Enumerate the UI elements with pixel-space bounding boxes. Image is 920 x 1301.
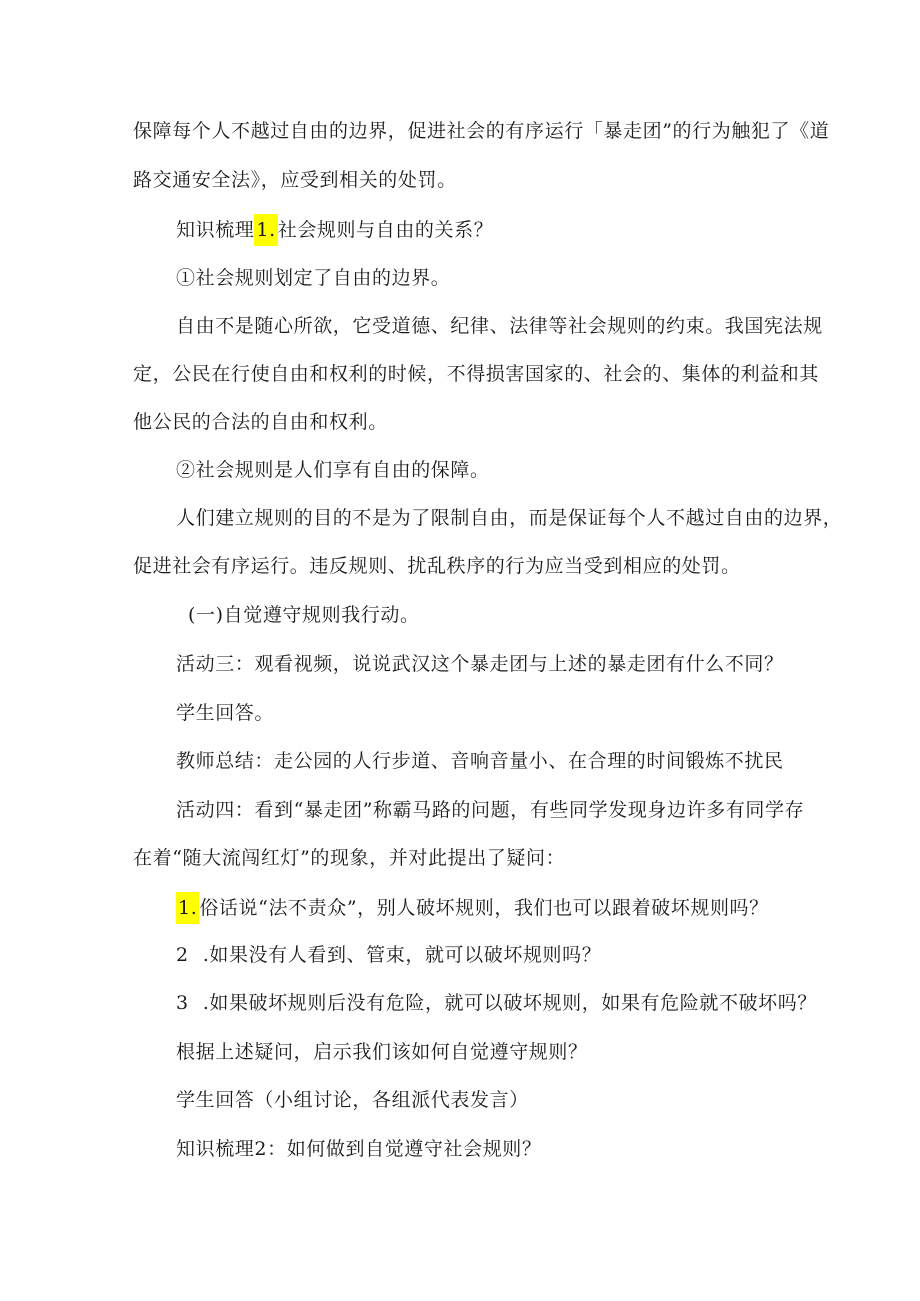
point-item-2: ②社会规则是人们享有自由的保障。 <box>176 459 490 481</box>
question-3 <box>176 989 817 1017</box>
point-item-1: ①社会规则划定了自由的边界。 <box>176 267 451 289</box>
knowledge-heading-1 <box>176 214 493 246</box>
activity-three: 活动三：观看视频，说说武汉这个暴走团与上述的暴走团有什么不同？ <box>176 653 784 675</box>
question-number: 3 <box>176 992 189 1014</box>
paragraph-line: 人们建立规则的目的不是为了限制自由，而是保证每个人不越过自由的边界， <box>176 507 843 529</box>
paragraph-line: 路交通安全法》，应受到相关的处罚。 <box>133 169 457 191</box>
question-2 <box>176 941 601 969</box>
question-1 <box>176 892 769 924</box>
knowledge-heading-text: 社会规则与自由的关系？ <box>277 219 494 241</box>
highlighted-number: 1. <box>254 214 277 246</box>
student-answer: 学生回答。 <box>176 702 275 724</box>
prompt-question: 根据上述疑问，启示我们该如何自觉遵守规则？ <box>176 1041 588 1063</box>
teacher-summary: 教师总结：走公园的人行步道、音响音量小、在合理的时间锻炼不扰民 <box>176 750 784 772</box>
question-number: 2 <box>176 944 189 966</box>
paragraph-line: 他公民的合法的自由和权利。 <box>133 411 388 433</box>
activity-four: 活动四：看到“暴走团”称霸马路的问题，有些同学发现身边许多有同学存 <box>176 799 805 821</box>
student-answer-group: 学生回答（小组讨论，各组派代表发言） <box>176 1089 529 1111</box>
activity-four-cont: 在着“随大流闯红灯”的现象，并对此提出了疑问： <box>133 847 566 869</box>
paragraph-line: 定，公民在行使自由和权利的时候，不得损害国家的、社会的、集体的利益和其 <box>133 363 820 385</box>
question-text: 俗话说“法不责众”，别人破坏规则，我们也可以跟着破坏规则吗？ <box>199 897 769 919</box>
paragraph-line: 自由不是随心所欲，它受道德、纪律、法律等社会规则的约束。我国宪法规 <box>176 315 823 337</box>
section-heading: (一)自觉遵守规则我行动。 <box>188 604 420 626</box>
highlighted-number: 1. <box>176 892 199 924</box>
paragraph-line: 保障每个人不越过自由的边界，促进社会的有序运行「暴走团”的行为触犯了《道 <box>133 120 830 142</box>
question-text: .如果没有人看到、管束，就可以破坏规则吗？ <box>202 944 602 966</box>
paragraph-line: 促进社会有序运行。违反规则、扰乱秩序的行为应当受到相应的处罚。 <box>133 555 741 577</box>
question-text: .如果破坏规则后没有危险，就可以破坏规则，如果有危险就不破坏吗？ <box>202 992 817 1014</box>
knowledge-heading-2: 知识梳理2：如何做到自觉遵守社会规则？ <box>176 1138 542 1160</box>
knowledge-heading-prefix: 知识梳理 <box>176 219 255 241</box>
